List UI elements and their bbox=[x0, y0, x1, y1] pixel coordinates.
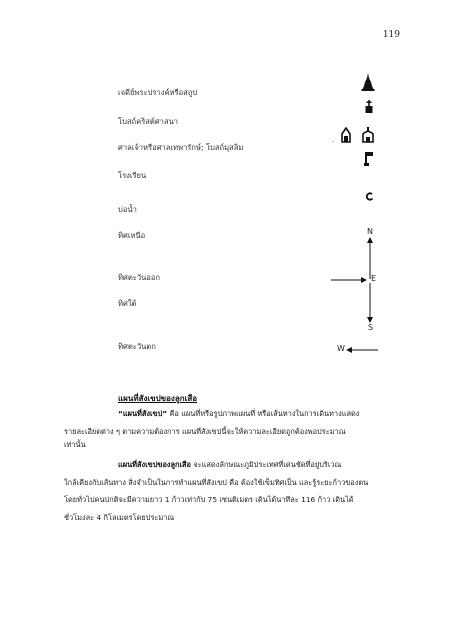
well-icon bbox=[365, 192, 374, 201]
para1-line1: คือ แผนที่หรือรูปภาพแผนที่ หรือเส้นทางในการเดินทางแสดง bbox=[167, 409, 360, 418]
para1-line3: เท่านั้น bbox=[64, 440, 86, 449]
legend-label-south: ทิศใต้ bbox=[118, 299, 137, 308]
north-letter: N bbox=[367, 227, 373, 236]
term-sketch-map: “แผนที่สังเขป” bbox=[118, 409, 168, 418]
para2-line1: จะแสดงลักษณะภูมิประเทศที่เด่นชัดที่อยู่บริเวณ bbox=[191, 460, 342, 469]
school-flag-icon bbox=[364, 152, 374, 166]
svg-text:.: . bbox=[332, 136, 335, 143]
page-number: 119 bbox=[382, 30, 400, 40]
para1-line2: รายละเอียดต่าง ๆ ตามความต้องการ แผนที่สังเขปนี้จะให้ความละเอียดถูกต้องพอประมาณ bbox=[64, 426, 346, 436]
pagoda-icon bbox=[361, 73, 375, 91]
para2-line2: ใกล้เคียงกับเส้นทาง สิ่งจำเป็นในการทำแผนที่สังเขป คือ ต้องใช้เข็มทิศเป็น และรู้ระยะก้าวของตน bbox=[64, 477, 369, 487]
paragraph-scout-map bbox=[64, 456, 399, 526]
legend-label-north: ทิศเหนือ bbox=[118, 231, 146, 240]
legend-label-pagoda: เจดีย์พระปรางค์หรือสถูป bbox=[118, 88, 198, 97]
shrine-mosque-icon bbox=[332, 127, 382, 143]
paragraph-definition bbox=[64, 405, 399, 454]
term-scout-sketch-map: แผนที่สังเขปของลูกเสือ bbox=[118, 460, 191, 469]
east-arrow-icon bbox=[331, 274, 367, 286]
west-letter: W bbox=[337, 344, 345, 353]
section-title: แผนที่สังเขปของลูกเสือ bbox=[118, 394, 198, 403]
legend-label-well: บ่อน้ำ bbox=[118, 205, 137, 214]
legend-label-shrine-mosque: ศาลเจ้าหรือศาลเทพารักษ์; โบสถ์มุสลิม bbox=[118, 143, 244, 152]
west-arrow-icon bbox=[346, 344, 378, 356]
legend-label-east: ทิศตะวันออก bbox=[118, 273, 161, 282]
legend-label-school: โรงเรียน bbox=[118, 171, 147, 180]
para2-line3: โดยทั่วไปคนปกติจะมีความยาว 1 ก้าวเท่ากับ 75 เซนติเมตร เดินได้นาทีละ 116 ก้าว เดินได้ bbox=[64, 495, 354, 504]
legend-label-west: ทิศตะวันตก bbox=[118, 342, 156, 351]
south-letter: S bbox=[368, 323, 374, 332]
north-arrow-icon bbox=[364, 237, 376, 279]
east-letter: E bbox=[371, 274, 377, 283]
legend-label-church: โบสถ์คริสต์ศาสนา bbox=[118, 117, 179, 126]
south-arrow-icon bbox=[364, 283, 376, 323]
church-icon bbox=[364, 100, 374, 114]
para2-line4: ชั่วโมงละ 4 กิโลเมตรโดยประมาณ bbox=[64, 512, 175, 522]
